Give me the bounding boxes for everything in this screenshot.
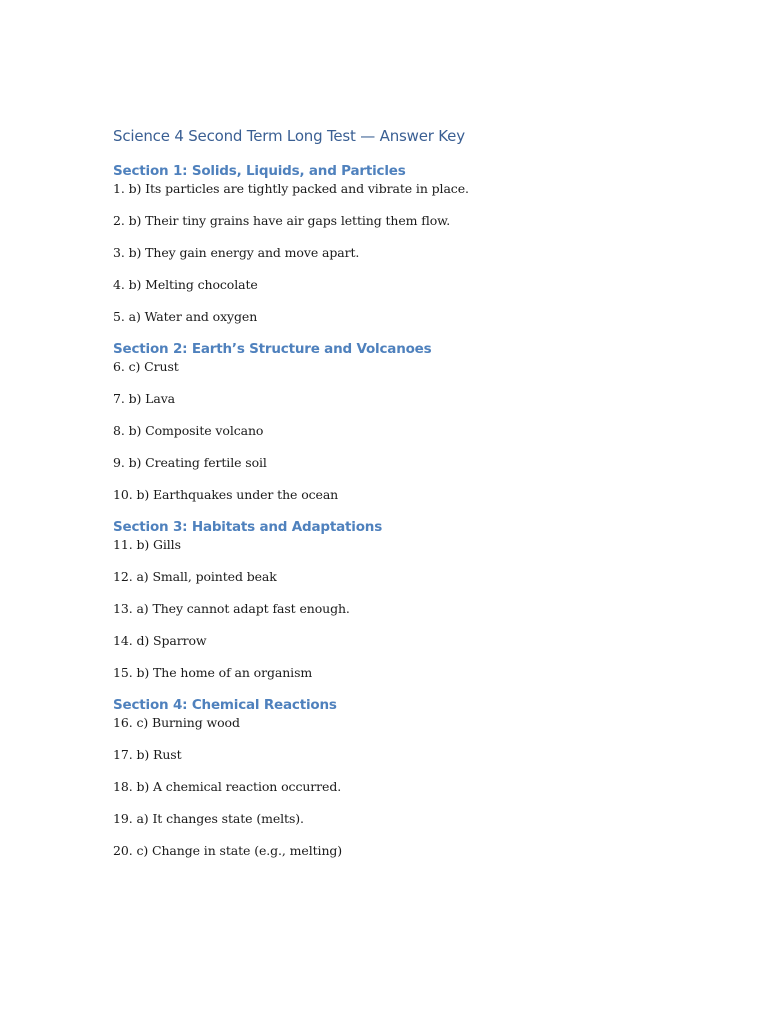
- answer-item: 16. c) Burning wood: [113, 715, 240, 730]
- answer-item: 10. b) Earthquakes under the ocean: [113, 487, 339, 502]
- section-2: [113, 339, 713, 503]
- section-heading: Section 1: Solids, Liquids, and Particles: [113, 163, 406, 179]
- document-page: [113, 124, 713, 859]
- answer-item: 11. b) Gills: [113, 537, 181, 552]
- document-title: Science 4 Second Term Long Test — Answer Key: [113, 127, 465, 145]
- answer-item: 15. b) The home of an organism: [113, 665, 313, 680]
- answer-item: 9. b) Creating fertile soil: [113, 455, 267, 470]
- answer-list: [113, 715, 713, 859]
- answer-item: 14. d) Sparrow: [113, 633, 207, 648]
- section-heading: Section 2: Earth’s Structure and Volcanoes: [113, 341, 432, 357]
- answer-list: [113, 537, 713, 681]
- answer-item: 1. b) Its particles are tightly packed and vibrate in place.: [113, 181, 469, 196]
- answer-item: 18. b) A chemical reaction occurred.: [113, 779, 342, 794]
- answer-item: 7. b) Lava: [113, 391, 176, 406]
- section-3: [113, 517, 713, 681]
- section-heading: Section 3: Habitats and Adaptations: [113, 519, 383, 535]
- answer-item: 8. b) Composite volcano: [113, 423, 264, 438]
- answer-item: 17. b) Rust: [113, 747, 182, 762]
- answer-item: 5. a) Water and oxygen: [113, 309, 258, 324]
- answer-list: [113, 359, 713, 503]
- answer-item: 3. b) They gain energy and move apart.: [113, 245, 360, 260]
- answer-item: 13. a) They cannot adapt fast enough.: [113, 601, 350, 616]
- section-heading: Section 4: Chemical Reactions: [113, 697, 337, 713]
- answer-item: 4. b) Melting chocolate: [113, 277, 258, 292]
- section-1: [113, 161, 713, 325]
- answer-item: 12. a) Small, pointed beak: [113, 569, 277, 584]
- answer-item: 6. c) Crust: [113, 359, 179, 374]
- answer-list: [113, 181, 713, 325]
- answer-item: 20. c) Change in state (e.g., melting): [113, 843, 343, 858]
- answer-item: 19. a) It changes state (melts).: [113, 811, 304, 826]
- answer-item: 2. b) Their tiny grains have air gaps letting them flow.: [113, 213, 451, 228]
- section-4: [113, 695, 713, 859]
